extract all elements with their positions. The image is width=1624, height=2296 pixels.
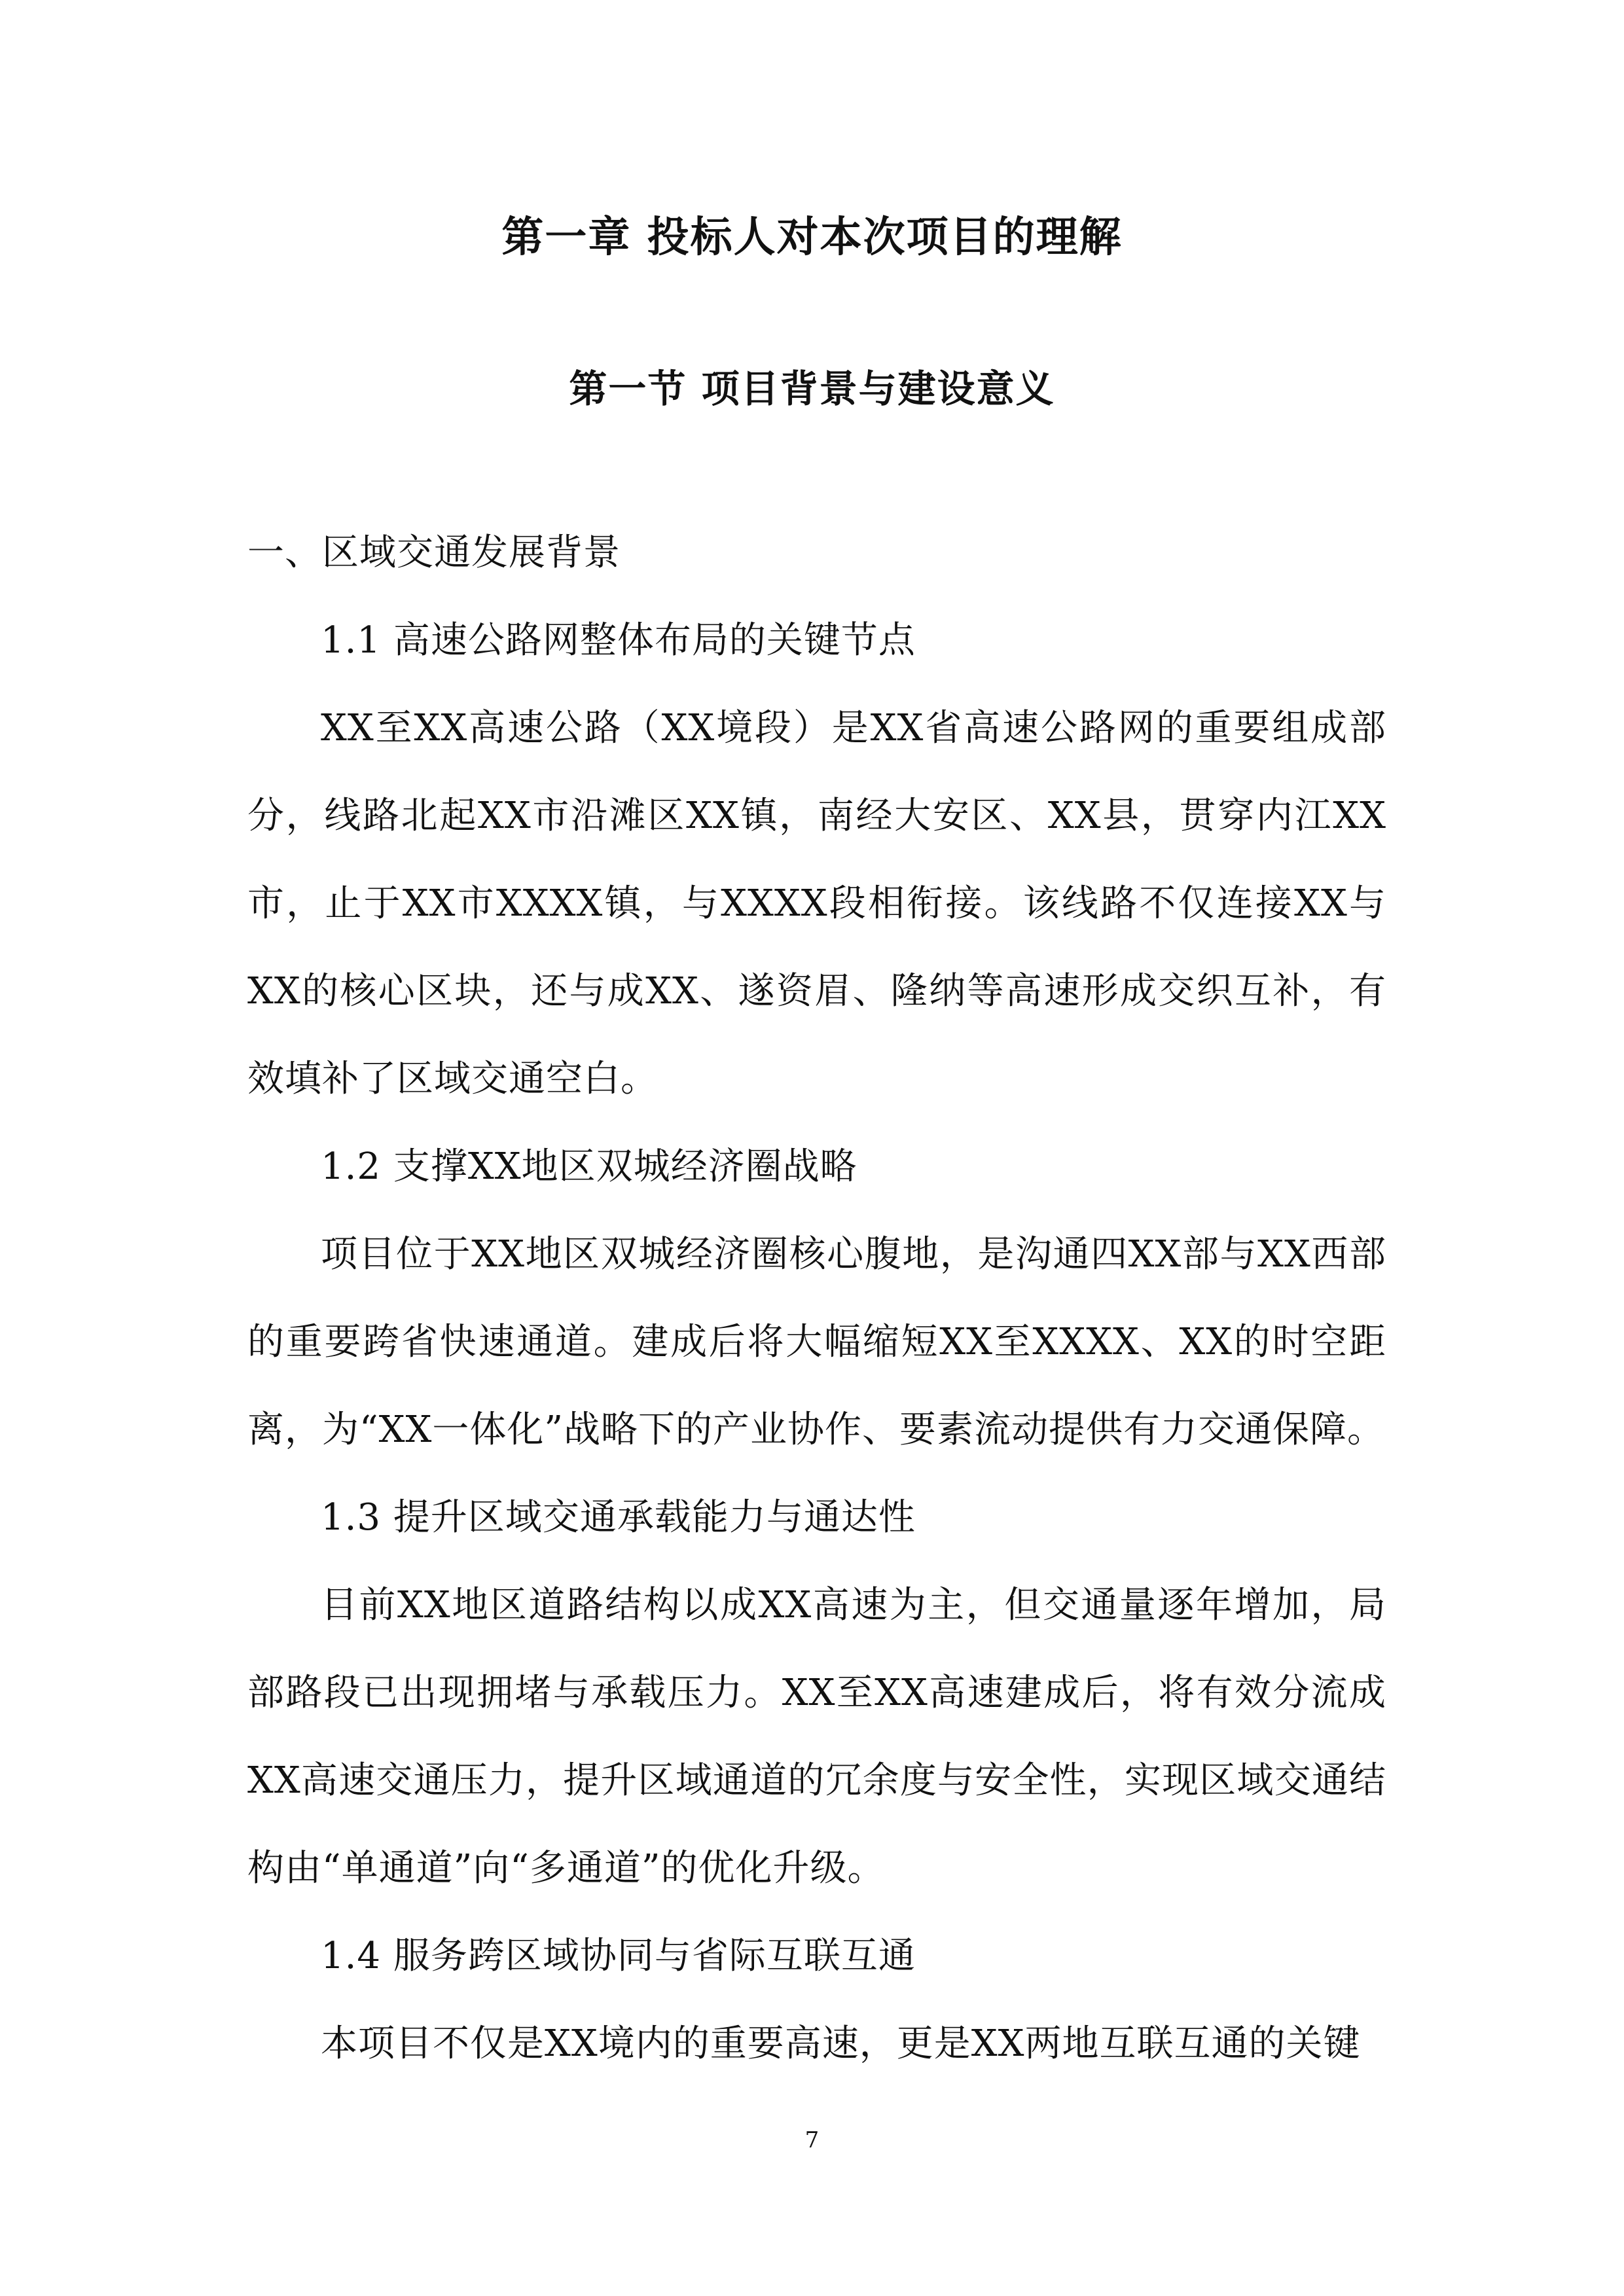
page-number: 7 [804, 2127, 820, 2153]
subsection-heading-1-3: 1.3 提升区域交通承载能力与通达性 [321, 1496, 916, 1539]
subsection-heading-1-1: 1.1 高速公路网整体布局的关键节点 [321, 619, 916, 662]
subsection-heading-1-2: 1.2 支撑XX地区双城经济圈战略 [321, 1145, 857, 1188]
section-title: 第一节 项目背景与建设意义 [569, 367, 1055, 411]
subsection-paragraph-1-1: XX至XX高速公路（XX境段）是XX省高速公路网的重要组成部分，线路北起XX市沿滩区XX镇，南经大安区、XX县，贯穿内江XX市，止于XX市XXXX镇，与XXXX段相衔接。该线路不仅连接XX与XX的核心区块，还与成XX、遂资眉、隆纳等高速形成交织互补，有效填补了区域交通空白。 [247, 707, 1386, 1100]
heading-level-1: 一、区域交通发展背景 [247, 531, 621, 574]
subsection-paragraph-1-4: 本项目不仅是XX境内的重要高速，更是XX两地互联互通的关键 [321, 2022, 1361, 2065]
subsection-paragraph-1-2: 项目位于XX地区双城经济圈核心腹地，是沟通四XX部与XX西部的重要跨省快速通道。建成后将大幅缩短XX至XXXX、XX的时空距离，为“XX一体化”战略下的产业协作、要素流动提供有力交通保障。 [247, 1233, 1386, 1451]
subsection-paragraph-1-3: 目前XX地区道路结构以成XX高速为主，但交通量逐年增加，局部路段已出现拥堵与承载压力。XX至XX高速建成后，将有效分流成XX高速交通压力，提升区域通道的冗余度与安全性，实现区域交通结构由“单通道”向“多通道”的优化升级。 [247, 1584, 1386, 1890]
chapter-title: 第一章 投标人对本次项目的理解 [501, 213, 1123, 262]
subsection-heading-1-4: 1.4 服务跨区域协同与省际互联互通 [321, 1935, 916, 1977]
body-content [247, 509, 1386, 2088]
